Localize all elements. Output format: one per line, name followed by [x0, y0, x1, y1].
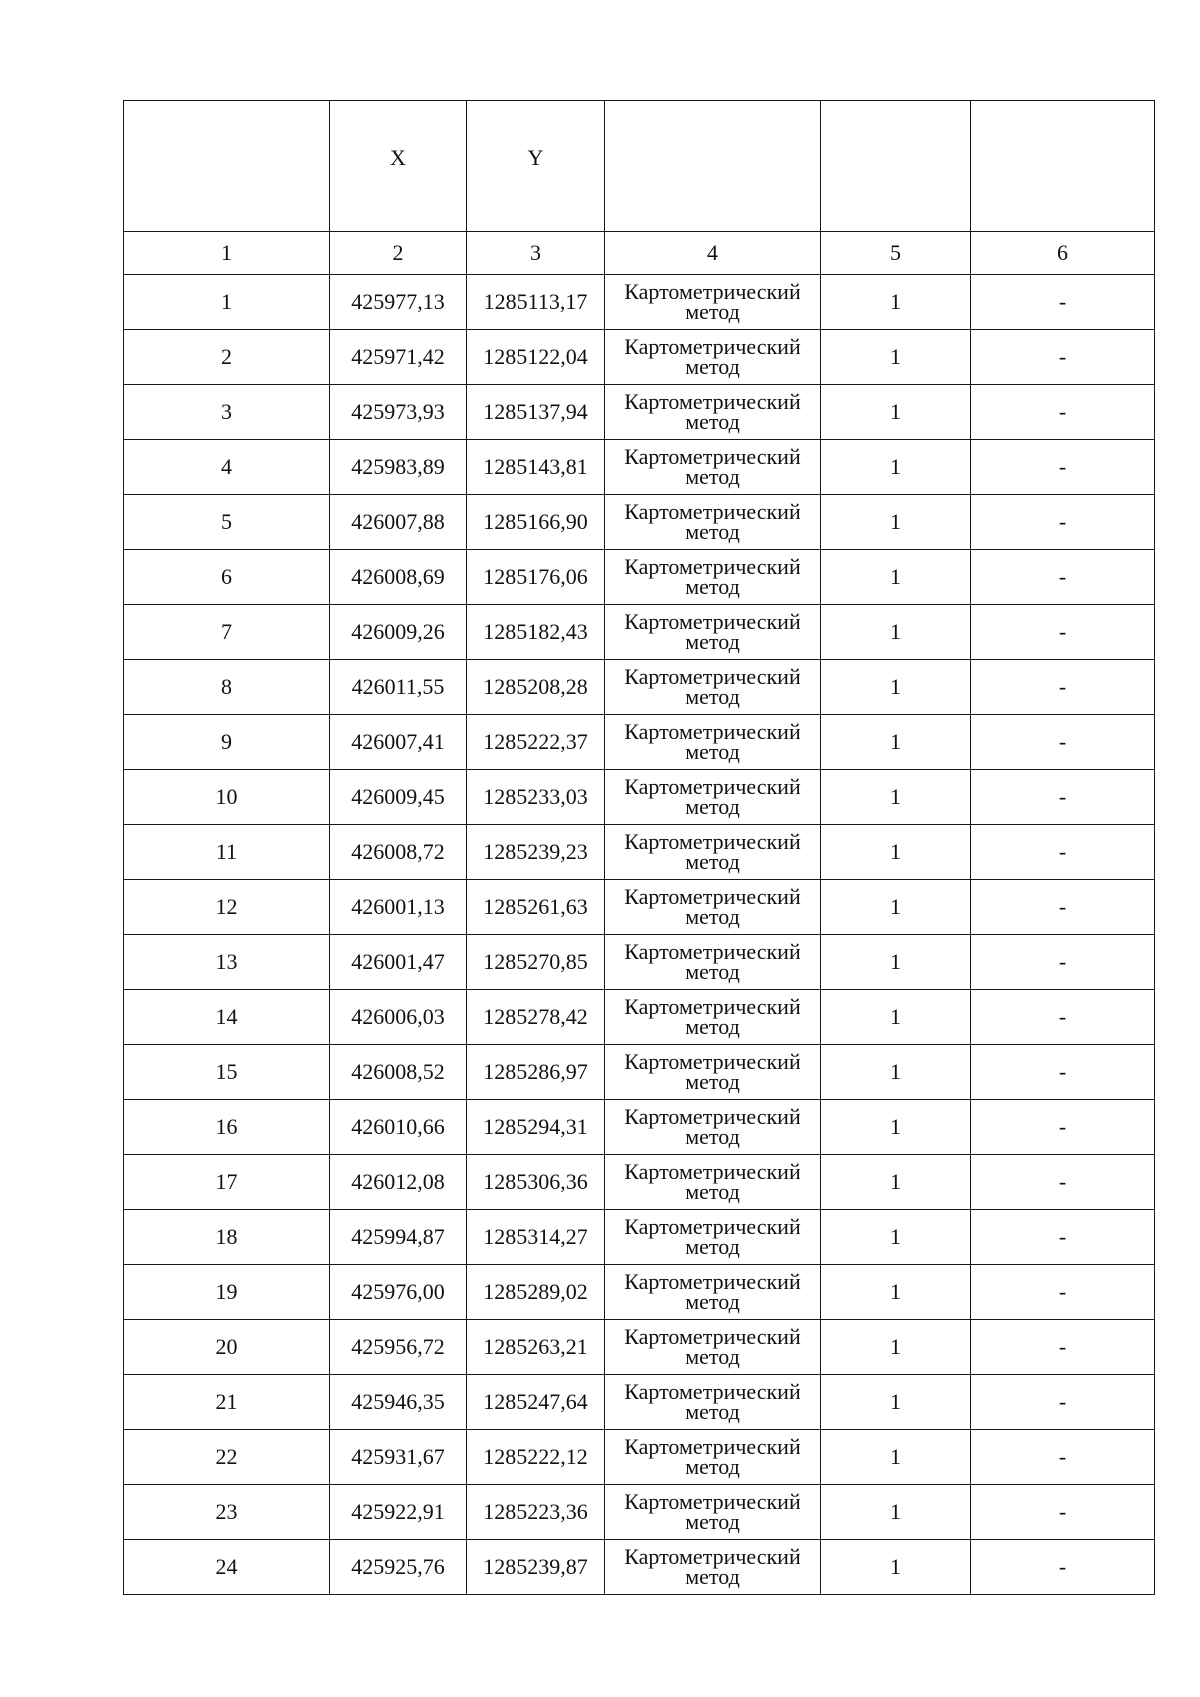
method-line-1: Картометрический	[624, 279, 801, 304]
method-cell	[605, 1485, 821, 1540]
method-line-2: метод	[685, 1344, 740, 1369]
note-cell: -	[971, 1045, 1155, 1100]
method-line-1: Картометрический	[624, 389, 801, 414]
x-coordinate-cell: 426011,55	[330, 660, 467, 715]
method-line-1: Картометрический	[624, 884, 801, 909]
method-line-2: метод	[685, 629, 740, 654]
accuracy-cell: 1	[821, 1375, 971, 1430]
method-line-2: метод	[685, 1069, 740, 1094]
method-cell	[605, 1155, 821, 1210]
x-coordinate-cell: 426010,66	[330, 1100, 467, 1155]
method-line-2: метод	[685, 1179, 740, 1204]
method-line-2: метод	[685, 1014, 740, 1039]
accuracy-cell: 1	[821, 1155, 971, 1210]
method-line-1: Картометрический	[624, 1379, 801, 1404]
method-cell	[605, 660, 821, 715]
method-line-1: Картометрический	[624, 1104, 801, 1129]
table-row	[124, 1155, 1155, 1210]
accuracy-cell: 1	[821, 330, 971, 385]
accuracy-cell: 1	[821, 1540, 971, 1595]
point-number-cell: 22	[124, 1430, 330, 1485]
method-line-2: метод	[685, 684, 740, 709]
note-cell: -	[971, 1155, 1155, 1210]
point-number-cell: 19	[124, 1265, 330, 1320]
table-row	[124, 605, 1155, 660]
header-cell-x: X	[330, 101, 467, 232]
method-line-2: метод	[685, 849, 740, 874]
accuracy-cell: 1	[821, 440, 971, 495]
accuracy-cell: 1	[821, 825, 971, 880]
method-line-2: метод	[685, 1509, 740, 1534]
x-coordinate-cell: 425925,76	[330, 1540, 467, 1595]
x-coordinate-cell: 426008,69	[330, 550, 467, 605]
y-coordinate-cell: 1285261,63	[467, 880, 605, 935]
method-line-2: метод	[685, 574, 740, 599]
method-line-1: Картометрический	[624, 994, 801, 1019]
method-cell	[605, 1210, 821, 1265]
point-number-cell: 7	[124, 605, 330, 660]
method-line-2: метод	[685, 1454, 740, 1479]
point-number-cell: 24	[124, 1540, 330, 1595]
method-line-1: Картометрический	[624, 664, 801, 689]
y-coordinate-cell: 1285223,36	[467, 1485, 605, 1540]
accuracy-cell: 1	[821, 275, 971, 330]
note-cell: -	[971, 330, 1155, 385]
accuracy-cell: 1	[821, 385, 971, 440]
method-cell	[605, 440, 821, 495]
accuracy-cell: 1	[821, 1210, 971, 1265]
column-number: 3	[467, 232, 605, 275]
column-number-row	[124, 232, 1155, 275]
point-number-cell: 12	[124, 880, 330, 935]
x-coordinate-cell: 426001,13	[330, 880, 467, 935]
accuracy-cell: 1	[821, 1265, 971, 1320]
method-line-2: метод	[685, 1564, 740, 1589]
method-line-2: метод	[685, 794, 740, 819]
table-row	[124, 330, 1155, 385]
x-coordinate-cell: 426009,45	[330, 770, 467, 825]
method-cell	[605, 1045, 821, 1100]
accuracy-cell: 1	[821, 1485, 971, 1540]
method-line-1: Картометрический	[624, 1544, 801, 1569]
accuracy-cell: 1	[821, 990, 971, 1045]
y-coordinate-cell: 1285122,04	[467, 330, 605, 385]
accuracy-cell: 1	[821, 495, 971, 550]
x-coordinate-cell: 426007,88	[330, 495, 467, 550]
x-coordinate-cell: 426008,52	[330, 1045, 467, 1100]
table-row	[124, 660, 1155, 715]
point-number-cell: 1	[124, 275, 330, 330]
method-line-1: Картометрический	[624, 939, 801, 964]
method-cell	[605, 495, 821, 550]
method-line-1: Картометрический	[624, 1324, 801, 1349]
method-line-1: Картометрический	[624, 609, 801, 634]
y-coordinate-cell: 1285314,27	[467, 1210, 605, 1265]
y-coordinate-cell: 1285222,37	[467, 715, 605, 770]
header-cell-note	[971, 101, 1155, 232]
method-line-1: Картометрический	[624, 1269, 801, 1294]
method-line-2: метод	[685, 1399, 740, 1424]
y-coordinate-cell: 1285286,97	[467, 1045, 605, 1100]
coordinates-table-body	[124, 101, 1155, 1595]
point-number-cell: 9	[124, 715, 330, 770]
point-number-cell: 21	[124, 1375, 330, 1430]
method-line-1: Картометрический	[624, 554, 801, 579]
header-row	[124, 101, 1155, 232]
header-cell-point	[124, 101, 330, 232]
note-cell: -	[971, 1265, 1155, 1320]
method-cell	[605, 385, 821, 440]
x-coordinate-cell: 425994,87	[330, 1210, 467, 1265]
table-row	[124, 275, 1155, 330]
point-number-cell: 4	[124, 440, 330, 495]
column-number: 6	[971, 232, 1155, 275]
y-coordinate-cell: 1285289,02	[467, 1265, 605, 1320]
method-cell	[605, 605, 821, 660]
note-cell: -	[971, 1210, 1155, 1265]
y-coordinate-cell: 1285278,42	[467, 990, 605, 1045]
point-number-cell: 14	[124, 990, 330, 1045]
method-line-2: метод	[685, 1234, 740, 1259]
note-cell: -	[971, 825, 1155, 880]
method-cell	[605, 1540, 821, 1595]
point-number-cell: 13	[124, 935, 330, 990]
table-row	[124, 550, 1155, 605]
method-line-2: метод	[685, 354, 740, 379]
method-cell	[605, 990, 821, 1045]
point-number-cell: 6	[124, 550, 330, 605]
table-row	[124, 880, 1155, 935]
table-row	[124, 1540, 1155, 1595]
table-row	[124, 715, 1155, 770]
x-coordinate-cell: 425931,67	[330, 1430, 467, 1485]
point-number-cell: 16	[124, 1100, 330, 1155]
accuracy-cell: 1	[821, 880, 971, 935]
method-line-1: Картометрический	[624, 829, 801, 854]
method-line-1: Картометрический	[624, 1489, 801, 1514]
x-coordinate-cell: 425983,89	[330, 440, 467, 495]
y-coordinate-cell: 1285239,87	[467, 1540, 605, 1595]
y-coordinate-cell: 1285113,17	[467, 275, 605, 330]
method-cell	[605, 715, 821, 770]
method-line-1: Картометрический	[624, 1214, 801, 1239]
method-line-1: Картометрический	[624, 1159, 801, 1184]
note-cell: -	[971, 880, 1155, 935]
note-cell: -	[971, 1375, 1155, 1430]
table-row	[124, 990, 1155, 1045]
x-coordinate-cell: 426006,03	[330, 990, 467, 1045]
y-coordinate-cell: 1285294,31	[467, 1100, 605, 1155]
x-coordinate-cell: 425977,13	[330, 275, 467, 330]
accuracy-cell: 1	[821, 1320, 971, 1375]
table-row	[124, 495, 1155, 550]
y-coordinate-cell: 1285263,21	[467, 1320, 605, 1375]
note-cell: -	[971, 1485, 1155, 1540]
x-coordinate-cell: 426008,72	[330, 825, 467, 880]
note-cell: -	[971, 660, 1155, 715]
method-line-2: метод	[685, 739, 740, 764]
table-row	[124, 385, 1155, 440]
y-coordinate-cell: 1285270,85	[467, 935, 605, 990]
accuracy-cell: 1	[821, 1100, 971, 1155]
x-coordinate-cell: 426012,08	[330, 1155, 467, 1210]
method-line-1: Картометрический	[624, 774, 801, 799]
note-cell: -	[971, 1430, 1155, 1485]
method-cell	[605, 275, 821, 330]
note-cell: -	[971, 440, 1155, 495]
method-line-1: Картометрический	[624, 1049, 801, 1074]
point-number-cell: 20	[124, 1320, 330, 1375]
coordinates-table	[123, 100, 1155, 1595]
table-row	[124, 1210, 1155, 1265]
note-cell: -	[971, 605, 1155, 660]
x-coordinate-cell: 425976,00	[330, 1265, 467, 1320]
note-cell: -	[971, 935, 1155, 990]
method-cell	[605, 1430, 821, 1485]
method-cell	[605, 770, 821, 825]
point-number-cell: 2	[124, 330, 330, 385]
accuracy-cell: 1	[821, 715, 971, 770]
point-number-cell: 8	[124, 660, 330, 715]
method-line-1: Картометрический	[624, 499, 801, 524]
note-cell: -	[971, 495, 1155, 550]
note-cell: -	[971, 1540, 1155, 1595]
accuracy-cell: 1	[821, 660, 971, 715]
header-cell-y: Y	[467, 101, 605, 232]
y-coordinate-cell: 1285233,03	[467, 770, 605, 825]
column-number: 5	[821, 232, 971, 275]
method-cell	[605, 330, 821, 385]
note-cell: -	[971, 385, 1155, 440]
method-cell	[605, 1265, 821, 1320]
method-cell	[605, 825, 821, 880]
method-line-2: метод	[685, 1124, 740, 1149]
y-coordinate-cell: 1285306,36	[467, 1155, 605, 1210]
table-row	[124, 825, 1155, 880]
note-cell: -	[971, 550, 1155, 605]
y-coordinate-cell: 1285166,90	[467, 495, 605, 550]
note-cell: -	[971, 715, 1155, 770]
point-number-cell: 5	[124, 495, 330, 550]
y-coordinate-cell: 1285247,64	[467, 1375, 605, 1430]
method-cell	[605, 550, 821, 605]
y-coordinate-cell: 1285176,06	[467, 550, 605, 605]
method-line-1: Картометрический	[624, 719, 801, 744]
y-coordinate-cell: 1285239,23	[467, 825, 605, 880]
x-coordinate-cell: 426001,47	[330, 935, 467, 990]
x-coordinate-cell: 425971,42	[330, 330, 467, 385]
method-line-1: Картометрический	[624, 334, 801, 359]
x-coordinate-cell: 425922,91	[330, 1485, 467, 1540]
point-number-cell: 11	[124, 825, 330, 880]
method-line-2: метод	[685, 409, 740, 434]
method-cell	[605, 935, 821, 990]
method-line-1: Картометрический	[624, 444, 801, 469]
point-number-cell: 23	[124, 1485, 330, 1540]
table-row	[124, 1375, 1155, 1430]
point-number-cell: 15	[124, 1045, 330, 1100]
accuracy-cell: 1	[821, 605, 971, 660]
method-cell	[605, 1375, 821, 1430]
note-cell: -	[971, 990, 1155, 1045]
method-cell	[605, 1100, 821, 1155]
x-coordinate-cell: 425973,93	[330, 385, 467, 440]
note-cell: -	[971, 1100, 1155, 1155]
y-coordinate-cell: 1285208,28	[467, 660, 605, 715]
method-line-2: метод	[685, 299, 740, 324]
method-line-2: метод	[685, 519, 740, 544]
point-number-cell: 17	[124, 1155, 330, 1210]
method-line-2: метод	[685, 959, 740, 984]
table-row	[124, 935, 1155, 990]
x-coordinate-cell: 426007,41	[330, 715, 467, 770]
method-line-2: метод	[685, 904, 740, 929]
column-number: 1	[124, 232, 330, 275]
y-coordinate-cell: 1285182,43	[467, 605, 605, 660]
table-row	[124, 1265, 1155, 1320]
accuracy-cell: 1	[821, 770, 971, 825]
header-cell-method	[605, 101, 821, 232]
point-number-cell: 10	[124, 770, 330, 825]
x-coordinate-cell: 426009,26	[330, 605, 467, 660]
note-cell: -	[971, 1320, 1155, 1375]
table-row	[124, 1485, 1155, 1540]
y-coordinate-cell: 1285222,12	[467, 1430, 605, 1485]
x-coordinate-cell: 425956,72	[330, 1320, 467, 1375]
table-row	[124, 1100, 1155, 1155]
header-cell-accuracy	[821, 101, 971, 232]
y-coordinate-cell: 1285143,81	[467, 440, 605, 495]
accuracy-cell: 1	[821, 550, 971, 605]
table-row	[124, 1045, 1155, 1100]
table-row	[124, 770, 1155, 825]
method-line-2: метод	[685, 1289, 740, 1314]
method-cell	[605, 880, 821, 935]
table-row	[124, 1320, 1155, 1375]
point-number-cell: 18	[124, 1210, 330, 1265]
point-number-cell: 3	[124, 385, 330, 440]
table-row	[124, 1430, 1155, 1485]
method-line-1: Картометрический	[624, 1434, 801, 1459]
column-number: 2	[330, 232, 467, 275]
accuracy-cell: 1	[821, 1045, 971, 1100]
method-line-2: метод	[685, 464, 740, 489]
note-cell: -	[971, 770, 1155, 825]
y-coordinate-cell: 1285137,94	[467, 385, 605, 440]
note-cell: -	[971, 275, 1155, 330]
method-cell	[605, 1320, 821, 1375]
column-number: 4	[605, 232, 821, 275]
table-row	[124, 440, 1155, 495]
accuracy-cell: 1	[821, 1430, 971, 1485]
accuracy-cell: 1	[821, 935, 971, 990]
x-coordinate-cell: 425946,35	[330, 1375, 467, 1430]
